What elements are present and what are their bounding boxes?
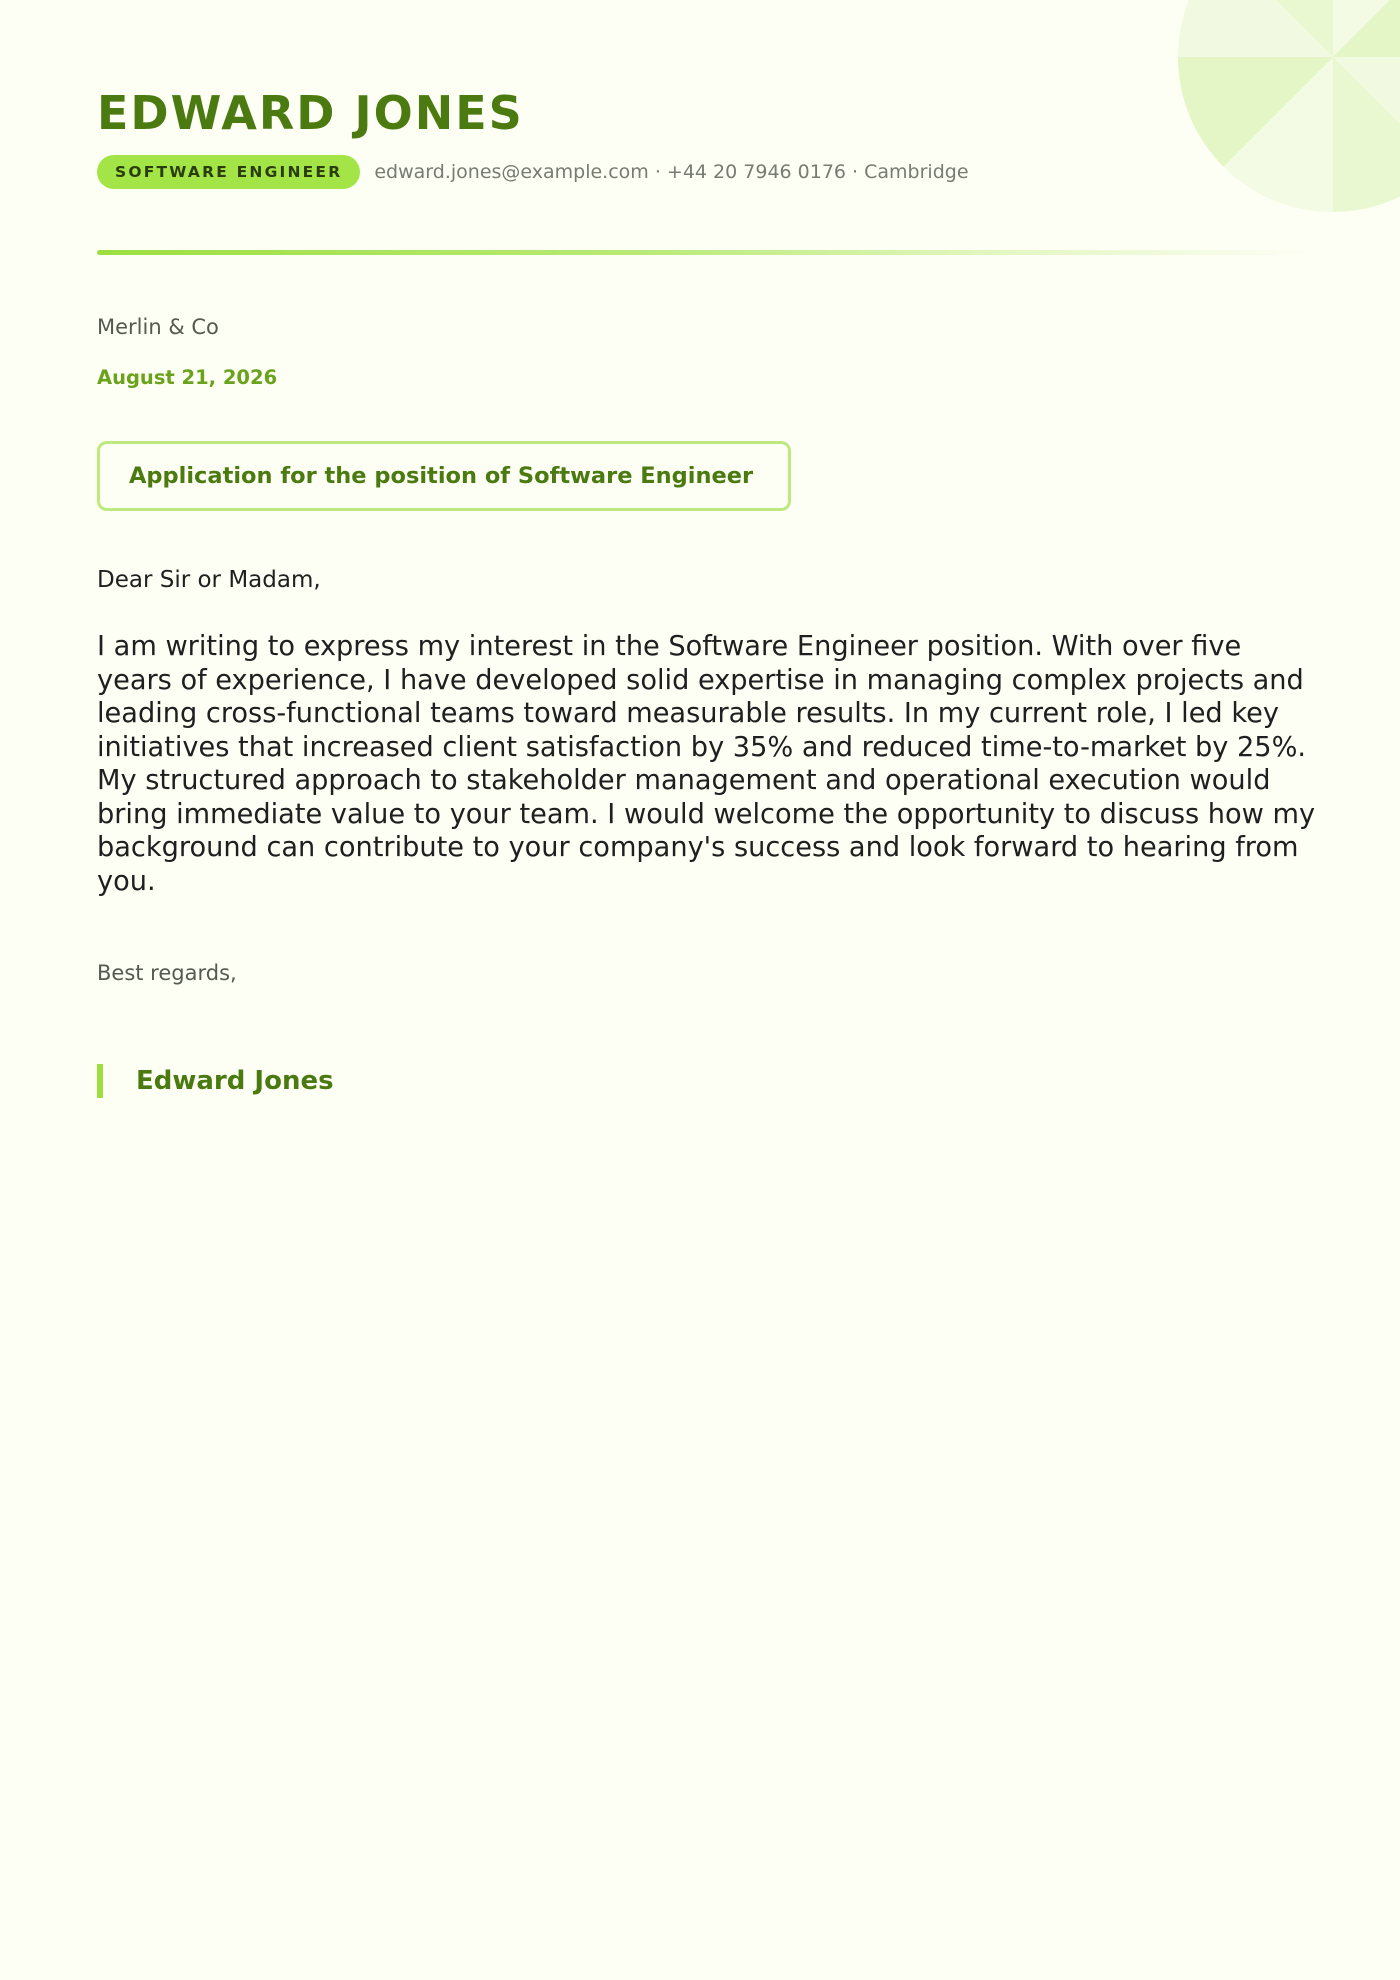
letter-date: August 21, 2026: [97, 366, 278, 389]
signature-accent-bar: [97, 1064, 103, 1098]
letter-body: I am writing to express my interest in the Software Engineer position. With over five years of experience, I have developed solid expertise in managing complex projects and leading cross-functional teams toward measurable results. In my current role, I led key initiatives that increased client satisfaction by 35% and reduced time-to-market by 25%. My structured approach to stakeholder management and operational execution would bring immediate value to your team. I would welcome the opportunity to discuss how my background can contribute to your company's success and look forward to hearing from you.: [97, 631, 1316, 897]
recipient-company: Merlin & Co: [97, 315, 219, 339]
signature-name: Edward Jones: [136, 1066, 334, 1096]
applicant-name: EDWARD JONES: [97, 86, 524, 140]
salutation: Dear Sir or Madam,: [97, 567, 321, 593]
header-details: [97, 155, 969, 189]
decorative-circle: [1178, 0, 1400, 212]
header-divider: [97, 250, 1307, 255]
subject-line: Application for the position of Software Engineer: [97, 441, 791, 511]
contact-info: edward.jones@example.com · +44 20 7946 0176 · Cambridge: [374, 161, 969, 183]
closing: Best regards,: [97, 961, 237, 985]
role-badge: SOFTWARE ENGINEER: [97, 155, 360, 189]
